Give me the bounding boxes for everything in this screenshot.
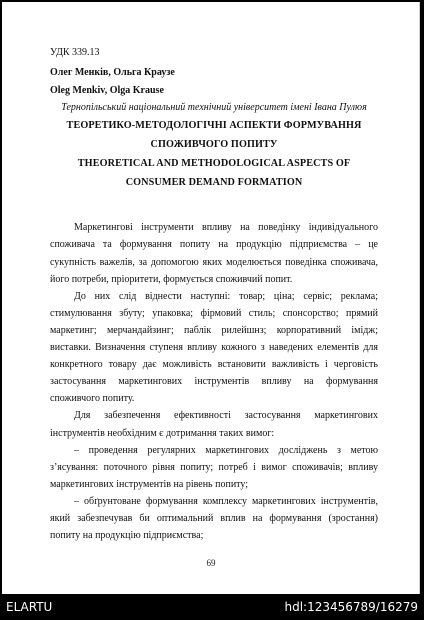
repository-name: ELARTU <box>6 600 53 614</box>
title-en-line2: CONSUMER DEMAND FORMATION <box>125 177 303 189</box>
body-text <box>50 219 378 544</box>
udc-code: УДК 339.13 <box>50 47 100 58</box>
list-item: – обґрунтоване формування комплексу маркетингових інструментів, який забезпечував би оптимальний вплив на формування (зростання) попиту на продукцію підприємства; <box>50 495 378 542</box>
title-ua-line1: ТЕОРЕТИКО-МЕТОДОЛОГІЧНІ АСПЕКТИ ФОРМУВАННЯ <box>66 120 362 132</box>
page-content <box>50 46 378 544</box>
document-page <box>2 2 420 594</box>
handle-identifier: hdl:123456789/16279 <box>284 600 418 614</box>
paragraph: До них слід віднести наступні: товар; ціна; сервіс; реклама; стимулювання збуту; упаковка; фірмовий стиль; спонсорство; прямий маркетинг; мерчандайзинг; паблік рилейшнз; корпоративний імідж; виставки. Визначення ступеня впливу кожного з наведених елементів для конкретного товару дає можливість встановити важливість і черговість застосування маркетингових інструментів впливу на формування споживчого попиту. <box>50 290 378 405</box>
paragraph: Для забезпечення ефективності застосування маркетингових інструментів необхідним є дотримання таких вимог: <box>50 410 378 439</box>
list-item: – проведення регулярних маркетингових досліджень з метою з’ясування: поточного рівня попиту; потреб і вимог споживачів; впливу маркетингових інструментів на рівень попиту; <box>50 444 378 490</box>
title-ua-line2: СПОЖИВЧОГО ПОПИТУ <box>150 139 278 151</box>
authors-en: Oleg Menkiv, Olga Krause <box>50 85 164 97</box>
title-en-line1: THEORETICAL AND METHODOLOGICAL ASPECTS OF <box>77 158 351 170</box>
affiliation: Тернопільський національний технічний університет імені Івана Пулюя <box>61 101 367 113</box>
page-number: 69 <box>206 558 216 568</box>
title-block <box>50 117 378 191</box>
footer-bar <box>0 596 424 620</box>
paragraph: Маркетингові інструменти впливу на поведінку індивідуального споживача та формування попиту на продукцію підприємства – це сукупність важелів, за допомогою яких моделюється поведінка споживача, його потреби, пріоритети, формується споживчий попит. <box>50 222 378 285</box>
authors-ua: Олег Менків, Ольга Краузе <box>50 66 175 78</box>
